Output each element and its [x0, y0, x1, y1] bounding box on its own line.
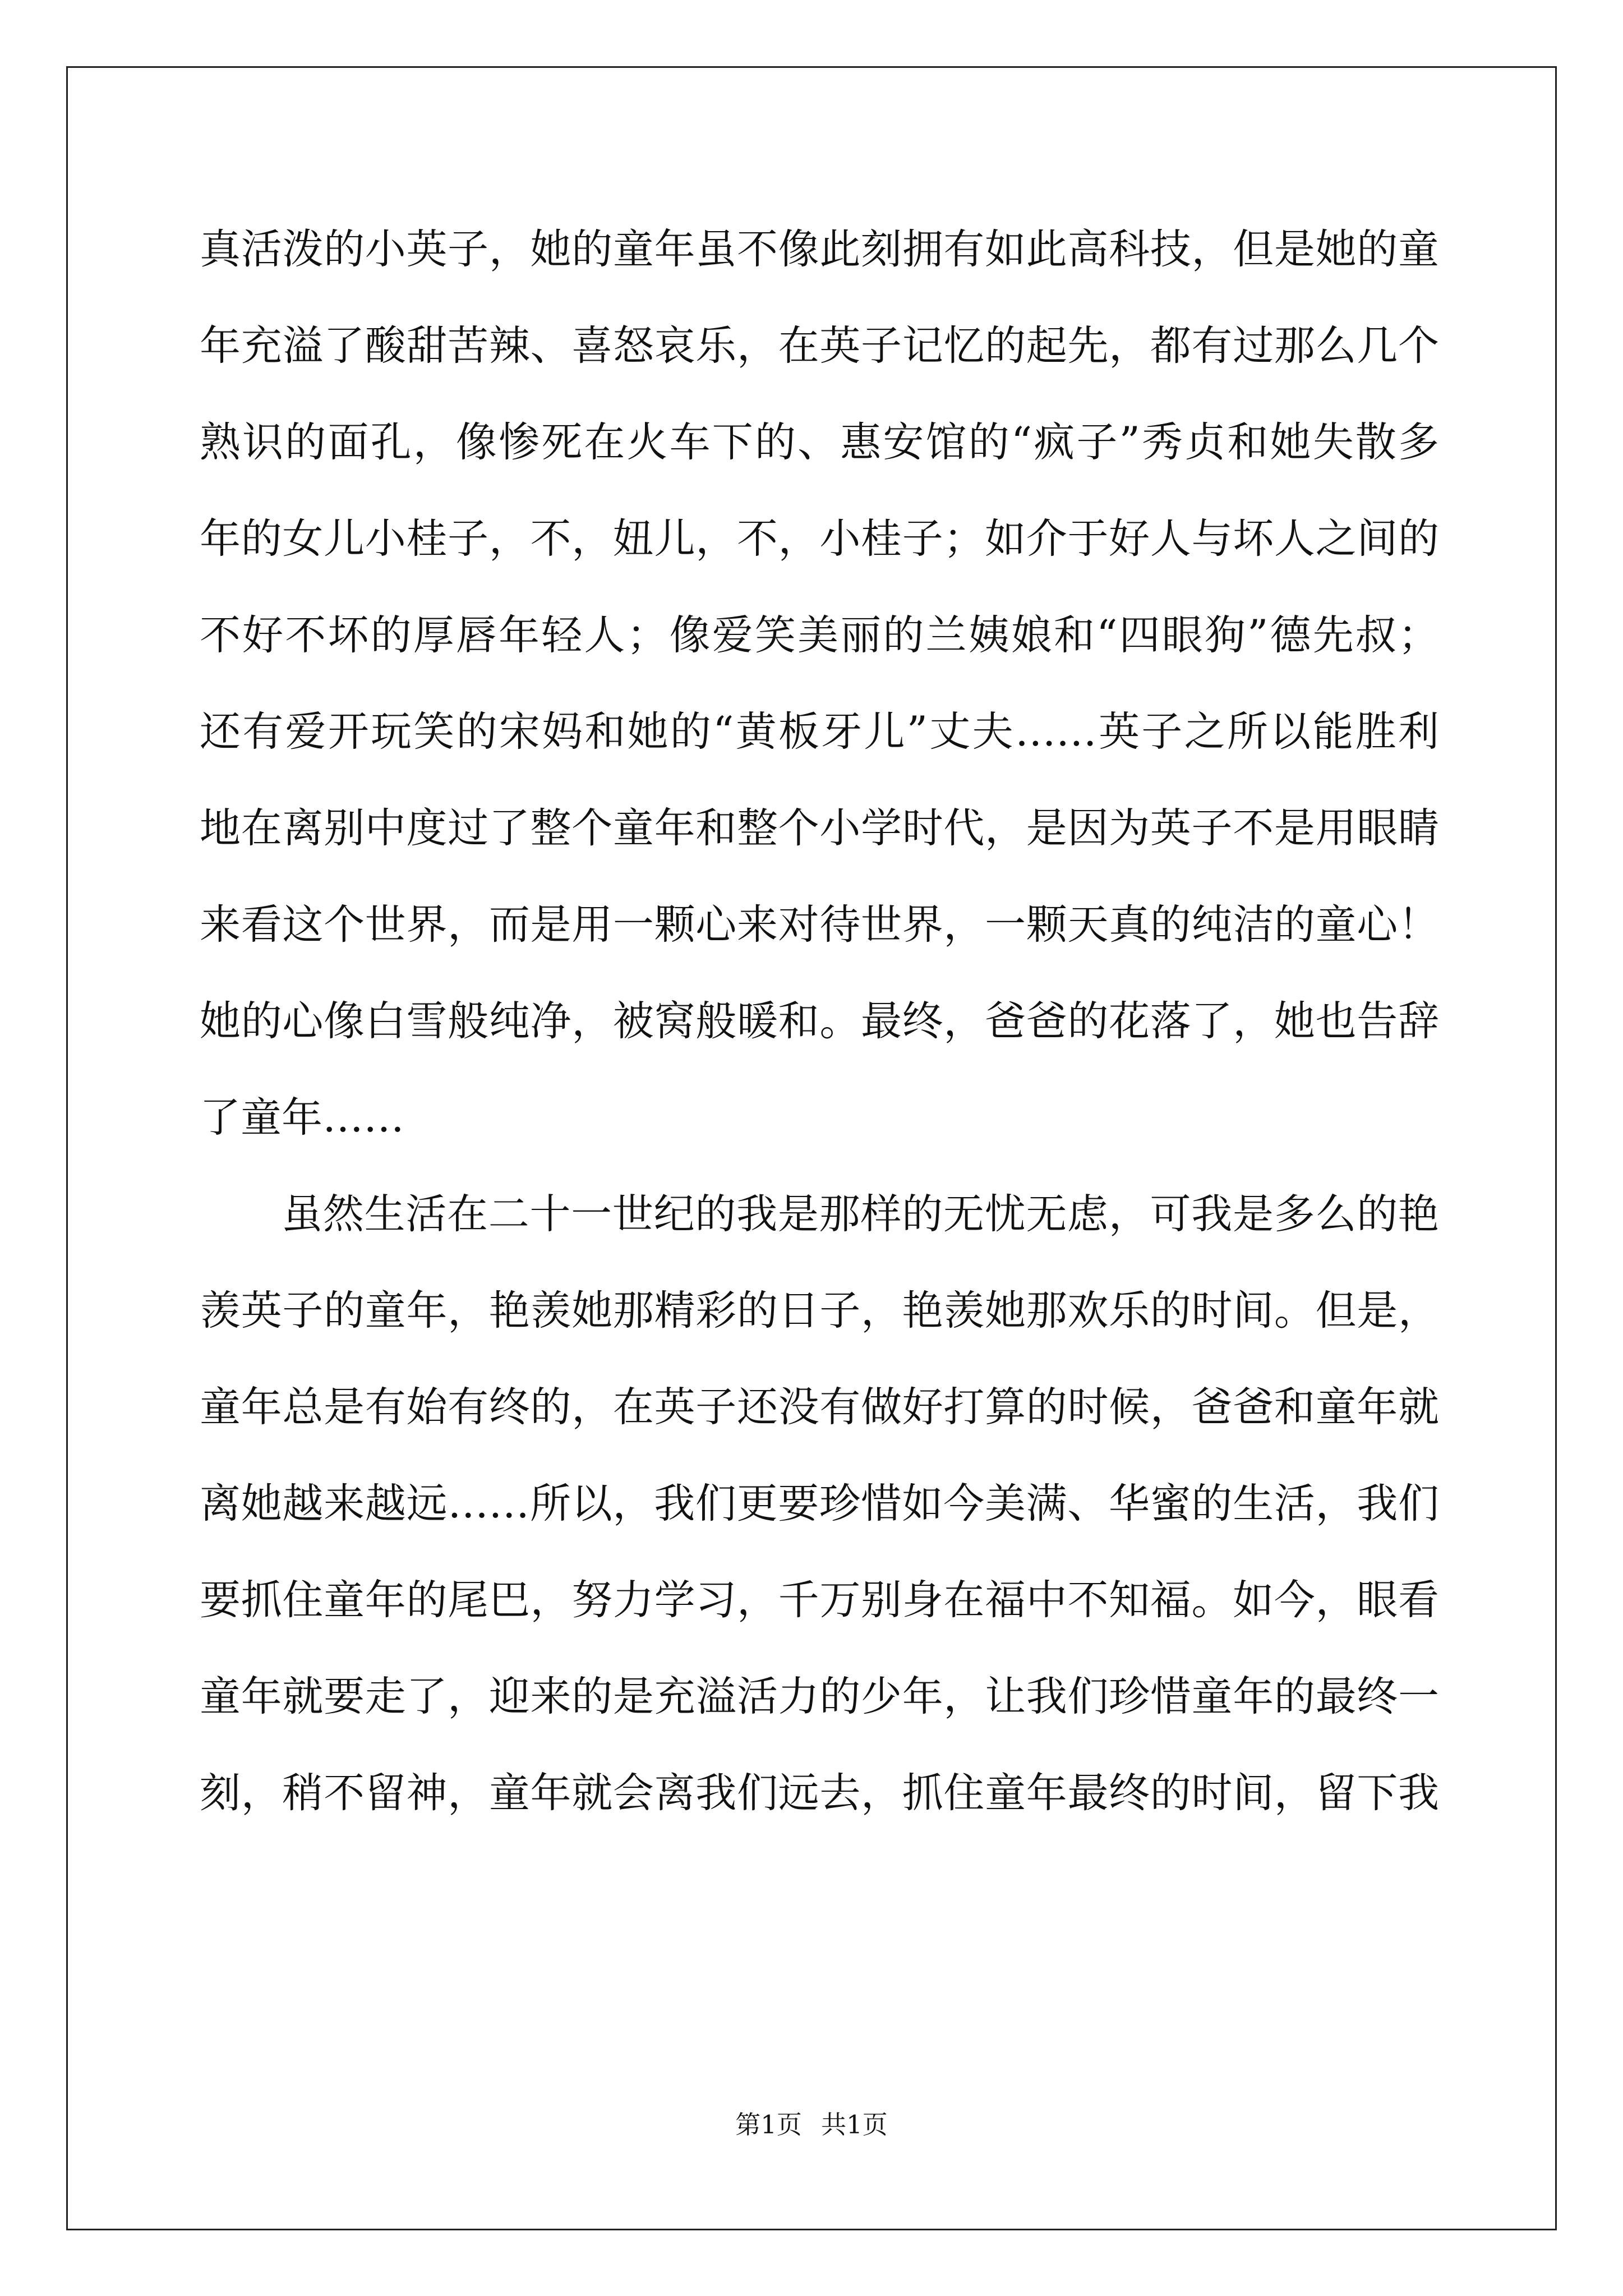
text-line: 年充溢了酸甜苦辣、喜怒哀乐，在英子记忆的起先，都有过那么几个: [200, 322, 1439, 370]
text-line: 童年总是有始有终的，在英子还没有做好打算的时候，爸爸和童年就: [200, 1383, 1439, 1431]
paragraph-1: [200, 222, 1439, 1186]
text-line: 刻，稍不留神，童年就会离我们远去，抓住童年最终的时间，留下我: [200, 1769, 1439, 1817]
text-line-indented: 虽然生活在二十一世纪的我是那样的无忧无虑，可我是多么的艳: [282, 1190, 1439, 1238]
text-line: 童年就要走了，迎来的是充溢活力的少年，让我们珍惜童年的最终一: [200, 1673, 1439, 1720]
text-line: 还有爱开玩笑的宋妈和她的“黄板牙儿”丈夫……英子之所以能胜利: [200, 708, 1439, 756]
page-footer: [0, 2108, 1623, 2142]
paragraph-2: [200, 1186, 1439, 1862]
document-body: [200, 222, 1439, 1862]
text-line: 羡英子的童年，艳羡她那精彩的日子，艳羡她那欢乐的时间。但是，: [200, 1287, 1439, 1335]
text-line: 要抓住童年的尾巴，努力学习，千万别身在福中不知福。如今，眼看: [200, 1576, 1439, 1624]
page-total: 共1页: [821, 2110, 888, 2139]
text-line: 来看这个世界，而是用一颗心来对待世界，一颗天真的纯洁的童心！: [200, 901, 1439, 949]
text-line: 她的心像白雪般纯净，被窝般暖和。最终，爸爸的花落了，她也告辞: [200, 997, 1439, 1045]
text-line: 年的女儿小桂子，不，妞儿，不，小桂子；如介于好人与坏人之间的: [200, 515, 1439, 563]
text-line: 不好不坏的厚唇年轻人；像爱笑美丽的兰姨娘和“四眼狗”德先叔；: [200, 611, 1439, 659]
text-line: 真活泼的小英子，她的童年虽不像此刻拥有如此高科技，但是她的童: [200, 226, 1439, 273]
page-number: 第1页: [735, 2110, 802, 2139]
text-line: 了童年……: [200, 1094, 404, 1142]
text-line: 离她越来越远……所以，我们更要珍惜如今美满、华蜜的生活，我们: [200, 1480, 1439, 1527]
text-line: 熟识的面孔，像惨死在火车下的、惠安馆的“疯子”秀贞和她失散多: [200, 418, 1439, 466]
text-line: 地在离别中度过了整个童年和整个小学时代，是因为英子不是用眼睛: [200, 804, 1439, 852]
